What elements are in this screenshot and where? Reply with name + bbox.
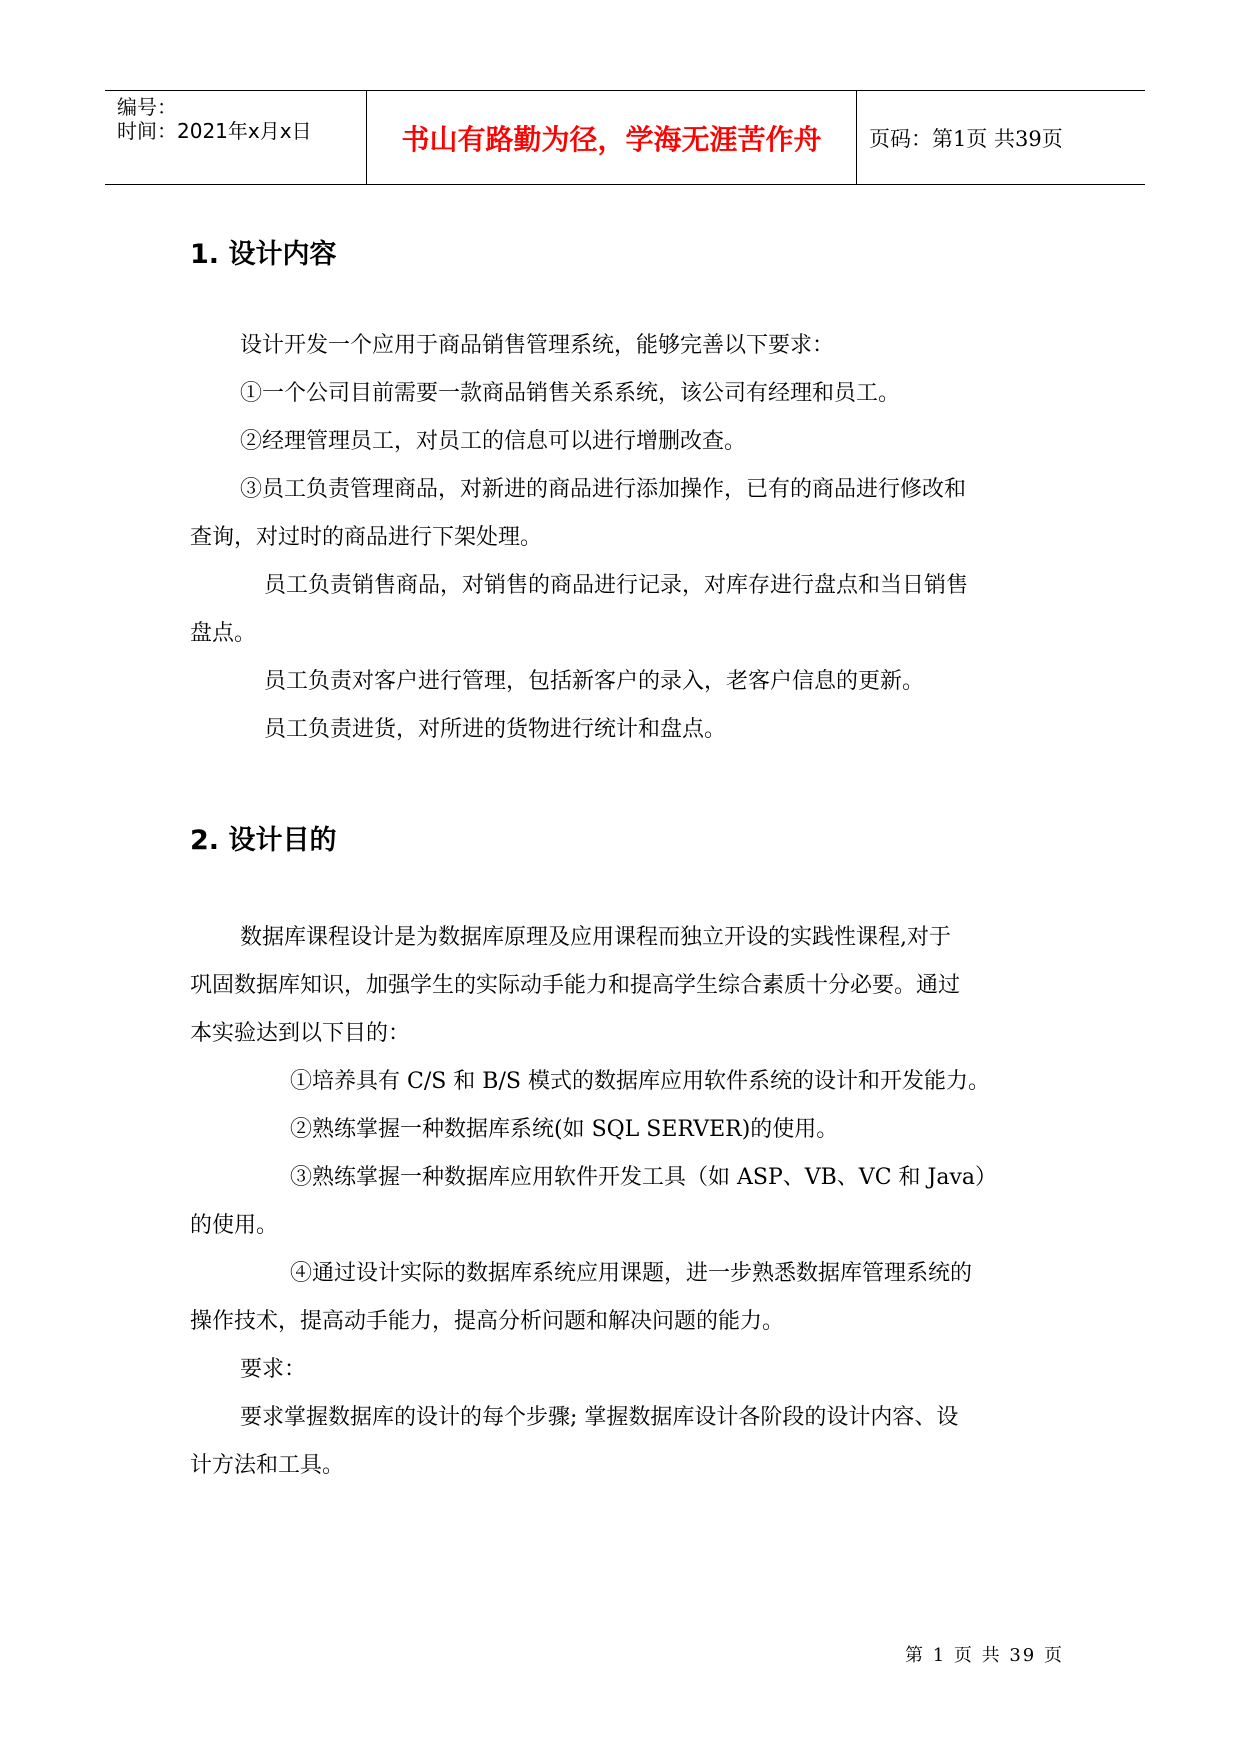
header-motto: 书山有路勤为径，学海无涯苦作舟	[367, 91, 857, 184]
text-line: ①培养具有 C/S 和 B/S 模式的数据库应用软件系统的设计和开发能力。	[290, 1069, 990, 1094]
text-line: ②经理管理员工，对员工的信息可以进行增删改查。	[240, 429, 747, 454]
text-line: 操作技术，提高动手能力，提高分析问题和解决问题的能力。	[190, 1309, 785, 1334]
text-line: 员工负责销售商品，对销售的商品进行记录，对库存进行盘点和当日销售	[264, 573, 969, 598]
text-line: 查询，对过时的商品进行下架处理。	[190, 525, 543, 550]
text-line: 要求：	[240, 1357, 307, 1382]
text-line: 设计开发一个应用于商品销售管理系统，能够完善以下要求：	[240, 333, 835, 358]
text-line: 的使用。	[190, 1213, 279, 1238]
text-line: 巩固数据库知识，加强学生的实际动手能力和提高学生综合素质十分必要。通过	[190, 973, 961, 998]
text-line: ①一个公司目前需要一款商品销售关系系统，该公司有经理和员工。	[240, 381, 901, 406]
page-header	[105, 90, 1145, 185]
number-label: 编号：	[117, 95, 177, 119]
text-line: 盘点。	[190, 621, 257, 646]
header-meta	[105, 91, 367, 184]
section-1-body	[190, 322, 1060, 754]
page-footer: 第 1 页 共 39 页	[905, 1645, 1064, 1666]
text-line: ③熟练掌握一种数据库应用软件开发工具（如 ASP、VB、VC 和 Java）	[290, 1165, 997, 1190]
text-line: ④通过设计实际的数据库系统应用课题，进一步熟悉数据库管理系统的	[290, 1261, 973, 1286]
text-line: 计方法和工具。	[190, 1453, 345, 1478]
time-label: 时间：2021年x月x日	[117, 119, 312, 143]
text-line: 要求掌握数据库的设计的每个步骤; 掌握数据库设计各阶段的设计内容、设	[240, 1405, 959, 1430]
section-2-body	[190, 914, 1060, 1490]
text-line: ③员工负责管理商品，对新进的商品进行添加操作，已有的商品进行修改和	[240, 477, 967, 502]
text-line: ②熟练掌握一种数据库系统(如 SQL SERVER)的使用。	[290, 1117, 839, 1142]
text-line: 本实验达到以下目的：	[190, 1021, 411, 1046]
section-1-title: 1. 设计内容	[190, 239, 337, 270]
text-line: 数据库课程设计是为数据库原理及应用课程而独立开设的实践性课程,对于	[240, 925, 951, 950]
header-page-info: 页码：第1页 共39页	[869, 126, 1063, 151]
text-line: 员工负责进货，对所进的货物进行统计和盘点。	[264, 717, 727, 742]
text-line: 员工负责对客户进行管理，包括新客户的录入，老客户信息的更新。	[264, 669, 925, 694]
section-2-title: 2. 设计目的	[190, 825, 337, 856]
